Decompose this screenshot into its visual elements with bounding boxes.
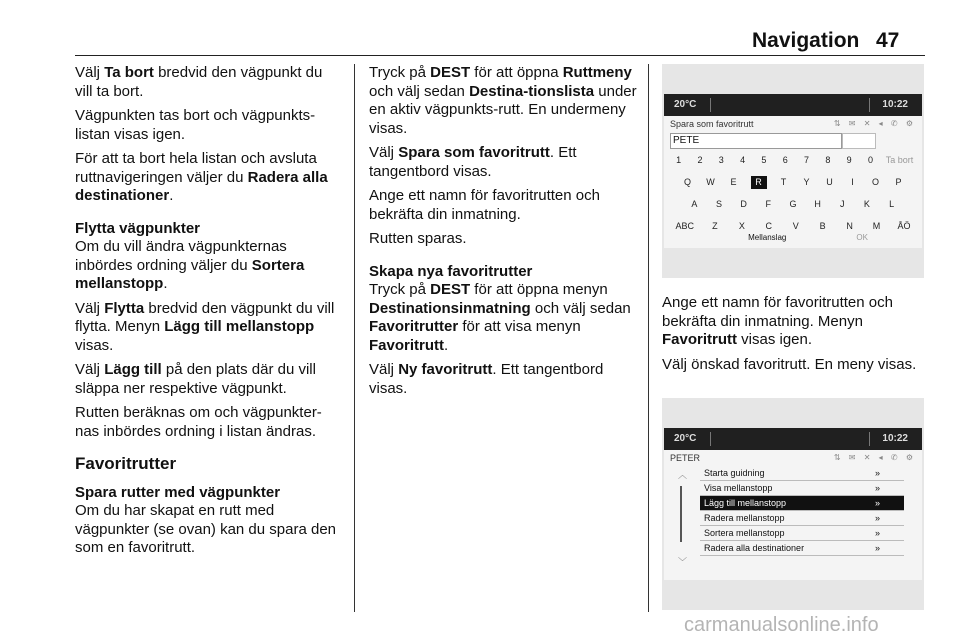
- keyboard-key[interactable]: K: [863, 199, 870, 209]
- header-rule: [75, 55, 925, 56]
- clock: 10:22: [882, 433, 908, 444]
- keyboard-key[interactable]: R: [751, 176, 767, 189]
- keyboard-key[interactable]: Q: [683, 177, 691, 187]
- keyboard-key[interactable]: 8: [825, 155, 831, 165]
- menu-item-label: Starta guidning: [704, 468, 765, 478]
- keyboard-panel: [664, 116, 922, 248]
- key-row-1: [668, 154, 918, 167]
- keyboard-key[interactable]: 7: [804, 155, 810, 165]
- paragraph: Rutten sparas.: [369, 230, 467, 247]
- page-header-title: Navigation: [752, 29, 860, 52]
- status-icons: ⇅ ✉ ✕ ◂ ✆ ⚙: [833, 119, 916, 128]
- menu-panel: [664, 450, 922, 580]
- column-2: [369, 64, 637, 404]
- chevron-right-icon: »: [874, 543, 880, 553]
- paragraph: Välj Flytta bredvid den vägpunkt du vill flytta. Menyn Lägg till mellanstopp visas.: [75, 299, 335, 354]
- keyboard-key[interactable]: 0: [867, 155, 873, 165]
- keyboard-key[interactable]: 5: [761, 155, 767, 165]
- keyboard-key[interactable]: G: [789, 199, 797, 209]
- keyboard-key[interactable]: Ta bort: [885, 155, 914, 165]
- status-separator: [869, 98, 870, 112]
- keyboard-key[interactable]: X: [738, 221, 745, 231]
- keyboard-key[interactable]: 6: [782, 155, 788, 165]
- keyboard-key[interactable]: J: [840, 199, 845, 209]
- status-separator: [710, 432, 711, 446]
- keyboard-key[interactable]: 9: [846, 155, 852, 165]
- paragraph: För att ta bort hela listan och avsluta ruttnavigeringen väljer du Radera alla destinationer.: [75, 150, 328, 204]
- keyboard-key[interactable]: I: [851, 177, 854, 187]
- paragraph: Om du har skapat en rutt med vägpunkter (se ovan) kan du spara den som en favoritrutt.: [75, 502, 336, 556]
- key-row-4: [668, 220, 918, 233]
- keyboard-key[interactable]: L: [889, 199, 895, 209]
- subheading: Flytta vägpunkter: [75, 219, 201, 237]
- column-1: [75, 64, 343, 564]
- column-divider: [648, 64, 649, 612]
- keyboard-key[interactable]: ÅÖ: [897, 221, 911, 231]
- status-icons: ⇅ ✉ ✕ ◂ ✆ ⚙: [833, 453, 916, 462]
- keyboard-screenshot: [662, 64, 924, 278]
- section-heading: Favoritrutter: [75, 454, 177, 473]
- paragraph: Välj Ny favoritrutt. Ett tangentbord visas.: [369, 361, 604, 397]
- column-3-text-1: [662, 294, 926, 380]
- keyboard-key[interactable]: Z: [712, 221, 718, 231]
- scroll-up-icon[interactable]: ︿: [678, 470, 688, 480]
- keyboard-key[interactable]: V: [792, 221, 799, 231]
- scroll-down-icon[interactable]: ﹀: [678, 557, 688, 567]
- paragraph: Om du vill ändra vägpunkternas inbördes ordning väljer du Sortera mellanstopp.: [75, 238, 305, 292]
- watermark: carmanualsonline.info: [684, 614, 879, 636]
- keyboard-key[interactable]: S: [715, 199, 722, 209]
- keyboard-key[interactable]: F: [765, 199, 772, 209]
- keyboard-key[interactable]: E: [730, 177, 737, 187]
- menu-item[interactable]: [700, 526, 904, 541]
- keyboard-key[interactable]: T: [780, 177, 787, 187]
- menu-item[interactable]: [700, 511, 904, 526]
- subheading: Spara rutter med vägpunkter: [75, 483, 281, 501]
- menu-item[interactable]: [700, 466, 904, 481]
- menu-screenshot: [662, 398, 924, 610]
- chevron-right-icon: »: [874, 528, 880, 538]
- key-row-2: [668, 176, 918, 189]
- chevron-right-icon: »: [874, 483, 880, 493]
- status-bar: [664, 94, 922, 116]
- keyboard-key[interactable]: H: [814, 199, 821, 209]
- key-row-3: [668, 198, 918, 211]
- paragraph: Välj Spara som favoritrutt. Ett tangentbord visas.: [369, 144, 577, 180]
- menu-item[interactable]: [700, 481, 904, 496]
- column-divider: [354, 64, 355, 612]
- menu-item[interactable]: [700, 541, 904, 556]
- chevron-right-icon: »: [874, 468, 880, 478]
- clock: 10:22: [882, 99, 908, 110]
- keyboard-key[interactable]: 2: [697, 155, 703, 165]
- paragraph: Tryck på DEST för att öppna Ruttmeny och välj sedan Destina-tionslista under en aktiv vägpunkts-rutt. En undermeny visas.: [369, 64, 637, 137]
- subheading: Skapa nya favoritrutter: [369, 262, 533, 280]
- keyboard-key[interactable]: Y: [803, 177, 810, 187]
- menu-item-label: Sortera mellanstopp: [704, 528, 785, 538]
- status-separator: [869, 432, 870, 446]
- suggestion-box: [842, 133, 876, 149]
- keyboard-key[interactable]: B: [819, 221, 826, 231]
- panel-title: Spara som favoritrutt: [670, 119, 754, 129]
- paragraph: Rutten beräknas om och vägpunkter-nas inbördes ordning i listan ändras.: [75, 404, 322, 440]
- panel-title: PETER: [670, 453, 701, 463]
- paragraph: Tryck på DEST för att öppna menyn Destinationsinmatning och välj sedan Favoritrutter för att visa menyn Favoritrutt.: [369, 281, 631, 354]
- chevron-right-icon: »: [874, 498, 880, 508]
- keyboard-key[interactable]: A: [691, 199, 698, 209]
- temperature: 20°C: [674, 99, 697, 110]
- menu-list: [700, 466, 904, 556]
- paragraph: Välj Lägg till på den plats där du vill släppa ner respektive vägpunkt.: [75, 361, 316, 397]
- status-separator: [710, 98, 711, 112]
- name-input[interactable]: PETE: [670, 133, 842, 149]
- display: [664, 94, 922, 248]
- menu-item-label: Visa mellanstopp: [704, 483, 773, 493]
- keyboard-key[interactable]: 4: [740, 155, 746, 165]
- paragraph: Vägpunkten tas bort och vägpunkts-listan visas igen.: [75, 107, 316, 143]
- space-key[interactable]: Mellanslag: [748, 233, 787, 242]
- ok-key[interactable]: OK: [856, 233, 868, 242]
- keyboard-key[interactable]: U: [826, 177, 833, 187]
- menu-item-label: Lägg till mellanstopp: [704, 498, 787, 508]
- keyboard-key[interactable]: C: [765, 221, 773, 231]
- keyboard-key[interactable]: D: [740, 199, 747, 209]
- keyboard-key[interactable]: N: [846, 221, 853, 231]
- keyboard-key[interactable]: P: [895, 177, 902, 187]
- display: [664, 428, 922, 580]
- keyboard-key[interactable]: W: [706, 177, 715, 187]
- scrollbar[interactable]: [680, 486, 682, 542]
- menu-item-label: Radera mellanstopp: [704, 513, 785, 523]
- paragraph: Ange ett namn för favoritrutten och bekräfta din inmatning.: [369, 187, 600, 223]
- paragraph: Välj Ta bort bredvid den vägpunkt du vill ta bort.: [75, 64, 323, 100]
- menu-item-label: Radera alla destinationer: [704, 543, 805, 553]
- keyboard-key[interactable]: O: [871, 177, 879, 187]
- menu-item[interactable]: [700, 496, 904, 511]
- keyboard-key[interactable]: 1: [676, 155, 682, 165]
- keyboard-key[interactable]: M: [872, 221, 881, 231]
- keyboard-bottom: [724, 233, 892, 242]
- paragraph: Ange ett namn för favoritrutten och bekräfta din inmatning. Menyn Favoritrutt visas igen.: [662, 294, 893, 348]
- page-number: 47: [876, 29, 900, 52]
- paragraph: Välj önskad favoritrutt. En meny visas.: [662, 355, 917, 373]
- status-bar: [664, 428, 922, 450]
- temperature: 20°C: [674, 433, 697, 444]
- keyboard-key[interactable]: ABC: [675, 221, 694, 231]
- keyboard-key[interactable]: 3: [718, 155, 724, 165]
- chevron-right-icon: »: [874, 513, 880, 523]
